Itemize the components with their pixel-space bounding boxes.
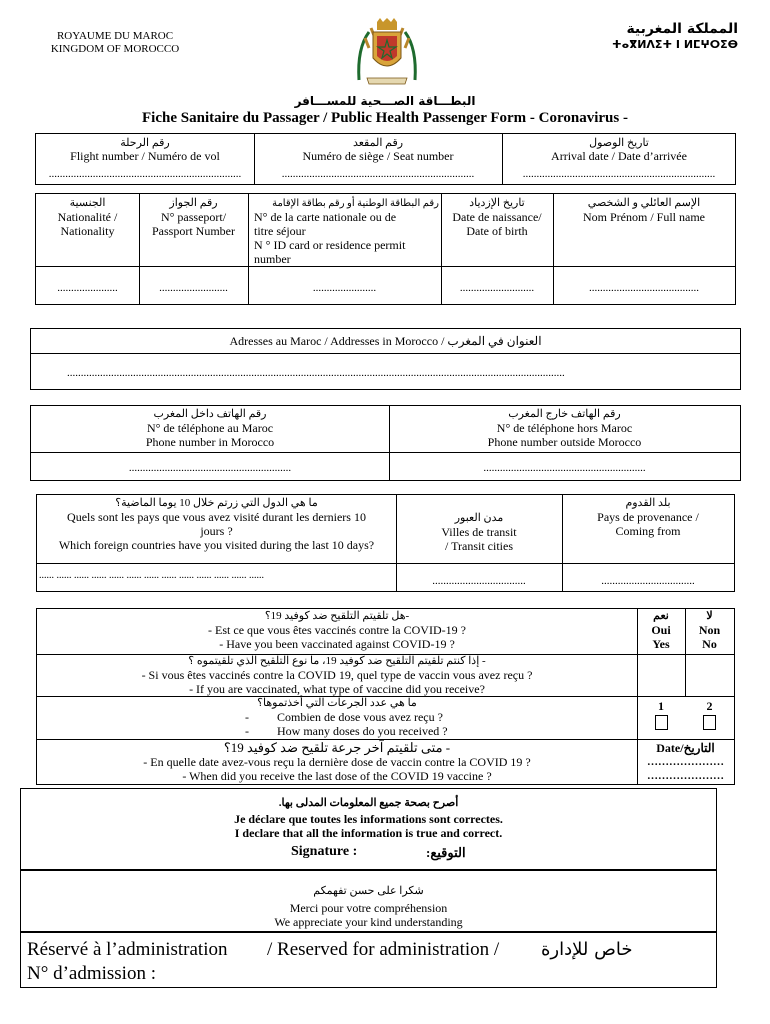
reserved-admin-fr: Réservé à l’administration (27, 939, 228, 960)
seat-number-field[interactable]: ...................................................................... (281, 168, 475, 180)
passport-field[interactable]: ......................... (159, 282, 228, 294)
thanks-ar: شكرا على حسن تفهمكم (313, 885, 424, 897)
admin-box (20, 932, 717, 988)
thanks-fr: Merci pour votre compréhension (289, 901, 448, 915)
last-dose-date-field[interactable]: Date/التاريخ ………………… ………………… (647, 741, 724, 782)
transit-cities-label: مدن العبور Villes de transit / Transit cities (441, 512, 517, 553)
reserved-admin-en: / Reserved for administration / (267, 939, 500, 960)
kingdom-fr: ROYAUME DU MAROC (56, 30, 174, 42)
signature-label: Signature : (291, 844, 358, 859)
header-right (588, 20, 738, 52)
q-vaccine-type: - إذا كنتم تلقيتم التلقيح ضد كوفيد 19، ما نوع التلقيح الذي تلقيتموه ؟ - Si vous êtes vaccinés contre la COVID 19, quel type de vaccin vous avez reçu ? - If you are vaccinated, what type of vaccine did you receive? (141, 655, 533, 696)
seat-number-label: رقم المقعد Numéro de siège / Seat number (302, 137, 454, 163)
kingdom-en: KINGDOM OF MOROCCO (50, 43, 180, 55)
reserved-admin-ar: خاص للإدارة (541, 939, 633, 960)
address-label: Adresses au Maroc / Addresses in Morocco / العنوان في المغرب (229, 334, 542, 348)
coming-from-field[interactable]: .................................. (601, 575, 695, 587)
phone-box (30, 405, 741, 481)
header-left (40, 30, 190, 56)
phone-morocco-field[interactable]: ........................................................... (128, 462, 292, 474)
signature-label-ar: التوقيع: (426, 845, 466, 860)
dose-one-checkbox[interactable] (655, 715, 668, 730)
kingdom-tifinagh: ⵜⴰⴳⵍⴷⵉⵜ ⵏ ⵍⵎⵖⵔⵉⴱ (611, 38, 738, 51)
countries-visited-field[interactable]: ...... ...... ...... ...... ...... ...... ...... ...... ...... ...... ...... ...... ...... (39, 570, 264, 581)
q-dose-count: ما هي عدد الجرعات التي أخذتموها؟ - Combien de dose vous avez reçu ? - How many doses do you received ? (245, 697, 448, 738)
dose-two-checkbox[interactable] (703, 715, 716, 730)
nationality-label: الجنسية Nationalité / Nationality (57, 197, 118, 238)
declaration-box (20, 788, 717, 870)
travel-box (36, 494, 735, 592)
page-title: Fiche Sanitaire du Passager / Public Health Passenger Form - Coronavirus - (142, 110, 628, 126)
declaration-fr: Je déclare que toutes les informations sont correctes. (234, 812, 503, 826)
kingdom-ar: المملكة المغربية (626, 21, 738, 37)
thanks-en: We appreciate your kind understanding (274, 915, 463, 929)
address-box (30, 328, 741, 390)
admission-number-label: N° d’admission : (27, 963, 156, 984)
birth-date-field[interactable]: ........................... (459, 282, 535, 294)
q-last-dose-date: - متى تلقيتم آخر جرعة تلقيح ضد كوفيد 19؟ - En quelle date avez-vous reçu la dernière dose de vaccin contre la COVID 19 ? - When did you receive the last dose of the COVID 19 vaccine ? (143, 740, 531, 783)
birth-date-label: تاريخ الإزدياد Date de naissance/ Date of birth (452, 197, 542, 238)
id-card-label: رقم البطاقة الوطنية أو رقم بطاقة الإقامة N° de la carte nationale ou de titre séjour N ° ID card or residence permit number (254, 198, 439, 266)
arrival-date-label: تاريخ الوصول Arrival date / Date d’arrivée (551, 137, 687, 163)
dose-two-label: 2 (706, 699, 713, 713)
address-field[interactable]: ..................................................................................................................................................................................... (67, 367, 565, 379)
phone-abroad-label: رقم الهاتف خارج المغرب N° de téléphone hors Maroc Phone number outside Morocco (487, 408, 642, 449)
declaration-ar: أصرح بصحة جميع المعلومات المدلى بها. (278, 797, 459, 809)
q-vaccinated: -هل تلقيتم التلقيح ضد كوفيد 19؟ - Est ce que vous êtes vaccinés contre la COVID-19 ? - Have you been vaccinated against COVID-19 ? (208, 610, 466, 651)
declaration-en: I declare that all the information is true and correct. (234, 826, 503, 840)
yes-option[interactable]: نعم Oui Yes (651, 610, 671, 651)
flight-number-field[interactable]: ...................................................................... (48, 168, 242, 180)
phone-abroad-field[interactable]: ........................................................... (483, 462, 646, 474)
identity-box (35, 193, 736, 305)
full-name-field[interactable]: ........................................ (589, 282, 699, 294)
coming-from-label: بلد القدوم Pays de provenance / Coming from (597, 497, 699, 538)
arrival-date-field[interactable]: ...................................................................... (522, 168, 716, 180)
full-name-label: الإسم العائلي و الشخصي Nom Prénom / Full name (583, 197, 705, 224)
flight-number-label: رقم الرحلة Flight number / Numéro de vol (70, 137, 220, 163)
thanks-box (20, 870, 717, 932)
transit-cities-field[interactable]: .................................. (432, 575, 526, 587)
coat-of-arms-emblem (347, 18, 427, 88)
flight-info-box (35, 133, 736, 185)
phone-morocco-label: رقم الهاتف داخل المغرب N° de téléphone au Maroc Phone number in Morocco (145, 408, 275, 449)
vaccine-box (36, 608, 735, 785)
no-option[interactable]: لا Non No (698, 610, 721, 651)
nationality-field[interactable]: ...................... (57, 282, 118, 294)
countries-visited-label: ما هي الدول التي زرتم خلال 10 يوما الماضية؟ Quels sont les pays que vous avez visité durant les derniers 10 jours ? Which foreign countries have you visited during the last 10 days? (58, 497, 375, 552)
title-ar: البطـــاقة الصـــحية للمســـافر (294, 94, 476, 108)
id-card-field[interactable]: ....................... (312, 282, 377, 294)
passport-label: رقم الجواز N° passeport/ Passport Number (152, 197, 235, 238)
dose-one-label: 1 (658, 699, 664, 713)
